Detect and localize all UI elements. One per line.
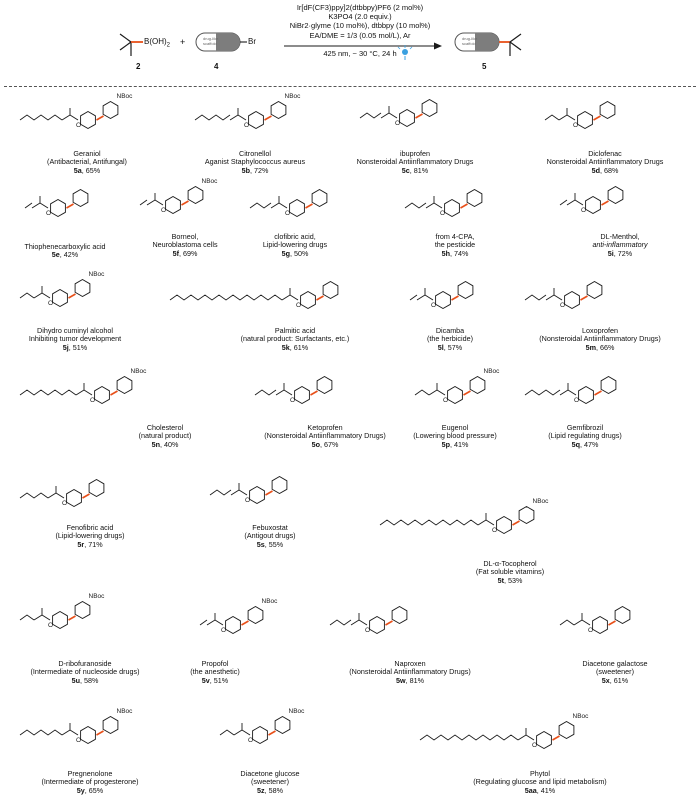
structure-5v [200, 598, 278, 634]
entry-name: ibuprofen [400, 149, 430, 158]
structure-5y [20, 708, 133, 744]
entry-description: (Lipid regulating drugs) [548, 431, 622, 441]
entry-description: (natural product) [138, 431, 192, 441]
entry-yield: 5j, 51% [62, 342, 88, 352]
entry-yield: 5k, 61% [281, 342, 309, 352]
nboc-label: NBoc [572, 713, 589, 720]
entry-description: (Antibacterial, Antifungal) [47, 157, 127, 167]
entry-description: (Intermediate of progesterone) [41, 777, 139, 787]
entry-description: Inhibiting tumor development [28, 334, 122, 344]
conditions-light: 425 nm, ~ 30 °C, 24 h [323, 49, 397, 58]
ester-oxygen-label: O [221, 627, 227, 634]
ester-oxygen-label: O [431, 302, 437, 309]
structure-5aa [420, 713, 589, 749]
entry-5aa [440, 770, 640, 795]
entry-description: the pesticide [434, 240, 476, 250]
ester-oxygen-label: O [248, 737, 254, 744]
svg-text:scaffold: scaffold [203, 41, 217, 46]
structure-5p [415, 368, 500, 404]
entry-name: Febuxostat [252, 523, 288, 532]
entry-description: (Regulating glucose and lipid metabolism) [473, 777, 607, 787]
entry-5p [395, 424, 515, 449]
entry-name: Phytol [530, 769, 550, 778]
boronic-acid-label: $B(OH)_2$ [144, 37, 171, 49]
entry-yield: 5d, 68% [591, 165, 619, 175]
ester-oxygen-label: O [574, 397, 580, 404]
structure-5e [25, 190, 88, 218]
entry-yield: 5h, 74% [441, 248, 469, 258]
structure-5u [20, 593, 105, 629]
conditions-catalyst: Ir[dF(CF3)ppy]2(dtbbpy)PF6 (2 mol%) [296, 3, 424, 12]
entry-5b [180, 150, 330, 175]
entry-name: Dicamba [435, 326, 465, 335]
entry-name: Thiophenecarboxylic acid [24, 242, 106, 251]
structure-5w [330, 607, 407, 635]
entry-5q [520, 424, 650, 449]
ester-oxygen-label: O [76, 737, 82, 744]
nboc-label: NBoc [88, 271, 105, 278]
entry-description: (the anesthetic) [190, 667, 240, 677]
entry-name: Pregnenolone [67, 769, 113, 778]
entry-name: Ketoprofen [307, 423, 343, 432]
entry-5v [160, 660, 270, 685]
entry-name: DL-Menthol, [600, 232, 640, 241]
ester-oxygen-label: O [365, 627, 371, 634]
structure-5b [195, 93, 301, 129]
entry-description: Neuroblastoma cells [152, 240, 218, 250]
compound-number-2: 2 [136, 62, 141, 71]
nboc-label: NBoc [130, 368, 147, 375]
entry-yield: 5m, 66% [585, 342, 615, 352]
entry-name: D-ribofuranoside [58, 659, 112, 668]
entry-5i [560, 233, 680, 258]
entry-yield: 5c, 81% [401, 165, 429, 175]
entry-yield: 5r, 71% [77, 539, 103, 549]
ester-oxygen-label: O [492, 527, 498, 534]
entry-5a [12, 150, 162, 175]
entry-description: Lipid-lowering drugs [262, 240, 328, 250]
ester-oxygen-label: O [395, 120, 401, 127]
nboc-label: NBoc [261, 598, 278, 605]
entry-description: Aganist Staphylococcus aureus [204, 157, 306, 167]
entry-name: Eugenol [441, 423, 469, 432]
entry-yield: 5w, 81% [396, 675, 424, 685]
nboc-label: NBoc [116, 93, 133, 100]
structure-5q [525, 377, 616, 405]
entry-yield: 5o, 67% [311, 439, 339, 449]
entry-yield: 5p, 41% [441, 439, 469, 449]
entry-5d [530, 150, 680, 175]
entry-5k [220, 327, 370, 352]
plus-sign: + [180, 37, 186, 47]
structure-5l [410, 282, 473, 310]
entry-yield: 5t, 53% [497, 575, 523, 585]
entry-5r [30, 524, 150, 549]
entry-description: (Lowering blood pressure) [413, 431, 497, 441]
structure-5m [525, 282, 602, 310]
entry-5w [330, 660, 490, 685]
entry-yield: 5z, 58% [257, 785, 283, 795]
ester-oxygen-label: O [161, 207, 167, 214]
entry-yield: 5y, 65% [76, 785, 104, 795]
entry-5t [450, 560, 570, 585]
structure-5j [20, 271, 105, 307]
compound-number-5: 5 [482, 62, 487, 71]
entry-yield: 5a, 65% [73, 165, 101, 175]
structure-5h [405, 190, 482, 218]
bromide-label: Br [248, 37, 256, 46]
conditions-nickel: NiBr2·glyme (10 mol%), dtbbpy (10 mol%) [289, 21, 431, 30]
entry-description: (sweetener) [596, 667, 634, 677]
entry-description: (sweetener) [251, 777, 289, 787]
entry-yield: 5e, 42% [51, 250, 79, 260]
ester-oxygen-label: O [296, 302, 302, 309]
structure-5z [220, 708, 305, 744]
entry-description: anti-inflammatory [592, 240, 648, 250]
entry-yield: 5f, 69% [172, 248, 198, 258]
entry-5z [215, 770, 325, 795]
ester-oxygen-label: O [90, 397, 96, 404]
svg-text:scaffold: scaffold [462, 41, 476, 46]
entry-5x [555, 660, 675, 685]
entry-description: Nonsteroidal Antiinflammatory Drugs [356, 157, 474, 167]
entry-name: clofibric acid, [274, 232, 316, 241]
entry-yield: 5aa, 41% [524, 785, 556, 795]
ester-oxygen-label: O [285, 210, 291, 217]
entry-name: Borneol, [171, 232, 199, 241]
structure-5g [250, 190, 327, 218]
structure-5k [170, 282, 338, 310]
entry-description: (Antigout drugs) [244, 531, 296, 541]
entry-name: Gemfibrozil [566, 423, 604, 432]
structure-5f [140, 178, 218, 214]
ester-oxygen-label: O [588, 627, 594, 634]
ester-oxygen-label: O [48, 300, 54, 307]
ester-oxygen-label: O [46, 210, 52, 217]
nboc-label: NBoc [201, 178, 218, 185]
entry-yield: 5s, 55% [256, 539, 284, 549]
nboc-label: NBoc [483, 368, 500, 375]
nboc-label: NBoc [284, 93, 301, 100]
ester-oxygen-label: O [443, 397, 449, 404]
entry-5l [395, 327, 505, 352]
conditions-solvent: EA/DME = 1/3 (0.05 mol/L), Ar [309, 31, 411, 40]
entry-name: Naproxen [394, 659, 426, 668]
entry-5f [130, 233, 240, 258]
entry-name: Citronellol [239, 149, 271, 158]
ester-oxygen-label: O [290, 397, 296, 404]
entry-yield: 5n, 40% [151, 439, 179, 449]
entry-name: Loxoprofen [582, 326, 618, 335]
entry-name: Dihydro cuminyl alcohol [37, 326, 113, 335]
nboc-label: NBoc [532, 498, 549, 505]
entry-name: Geraniol [73, 149, 101, 158]
entry-name: Palmitic acid [274, 326, 316, 335]
entry-name: from 4-CPA, [435, 232, 475, 241]
entry-yield: 5b, 72% [241, 165, 269, 175]
entry-description: (Nonsteroidal Antiinflammatory Drugs) [264, 431, 386, 441]
entry-yield: 5v, 51% [201, 675, 229, 685]
nboc-label: NBoc [116, 708, 133, 715]
entry-5c [340, 150, 490, 175]
entry-name: Diclofenac [588, 149, 622, 158]
structure-5c [360, 100, 437, 128]
entry-description: (Fat soluble vitamins) [475, 567, 545, 577]
entry-description: (Lipid-lowering drugs) [55, 531, 125, 541]
ester-oxygen-label: O [532, 742, 538, 749]
entry-name: Diacetone galactose [582, 659, 648, 668]
entry-5g [240, 233, 350, 258]
entry-yield: 5x, 61% [601, 675, 629, 685]
ester-oxygen-label: O [244, 122, 250, 129]
entry-name: Diacetone glucose [240, 769, 300, 778]
entry-description: (Nonsteroidal Antiinflammatory Drugs) [539, 334, 661, 344]
structure-5d [545, 102, 615, 130]
entry-name: Propofol [201, 659, 229, 668]
structure-5a [20, 93, 133, 129]
entry-description: Nonsteroidal Antiinflammatory Drugs [546, 157, 664, 167]
entry-5e [10, 243, 120, 260]
entry-description: (the herbicide) [427, 334, 473, 344]
ester-oxygen-label: O [76, 122, 82, 129]
structure-5r [20, 480, 104, 508]
entry-name: Cholesterol [146, 423, 184, 432]
entry-description: (Intermediate of nucleoside drugs) [30, 667, 140, 677]
ester-oxygen-label: O [581, 207, 587, 214]
entry-5h [400, 233, 510, 258]
entry-5n [110, 424, 220, 449]
structure-5s [210, 477, 287, 505]
structure-5x [560, 607, 630, 635]
entry-description: (Nonsteroidal Antiinflammatory Drugs) [349, 667, 471, 677]
entry-name: DL-α-Tocopherol [483, 559, 537, 568]
entry-5m [520, 327, 680, 352]
entry-yield: 5i, 72% [607, 248, 633, 258]
nboc-label: NBoc [88, 593, 105, 600]
entry-description: (natural product: Surfactants, etc.) [240, 334, 350, 344]
entry-yield: 5q, 47% [571, 439, 599, 449]
entry-name: Fenofibric acid [66, 523, 114, 532]
nboc-label: NBoc [288, 708, 305, 715]
structure-5i [560, 187, 623, 215]
entry-yield: 5l, 57% [437, 342, 463, 352]
entry-yield: 5g, 50% [281, 248, 309, 258]
ester-oxygen-label: O [62, 500, 68, 507]
structure-5n [20, 368, 147, 404]
entry-5j [10, 327, 140, 352]
ester-oxygen-label: O [245, 497, 251, 504]
compound-number-4: 4 [214, 62, 219, 71]
ester-oxygen-label: O [573, 122, 579, 129]
ester-oxygen-label: O [560, 302, 566, 309]
entry-5u [10, 660, 160, 685]
structure-5t [380, 498, 549, 534]
entry-yield: 5u, 58% [71, 675, 99, 685]
svg-text:drug-like: drug-like [462, 36, 478, 41]
entry-5s [215, 524, 325, 549]
conditions-base: K3PO4 (2.0 equiv.) [328, 12, 392, 21]
ester-oxygen-label: O [48, 622, 54, 629]
ester-oxygen-label: O [440, 210, 446, 217]
entry-5y [20, 770, 160, 795]
entry-5o [245, 424, 405, 449]
structure-5o [255, 377, 332, 405]
svg-text:drug-like: drug-like [203, 36, 219, 41]
